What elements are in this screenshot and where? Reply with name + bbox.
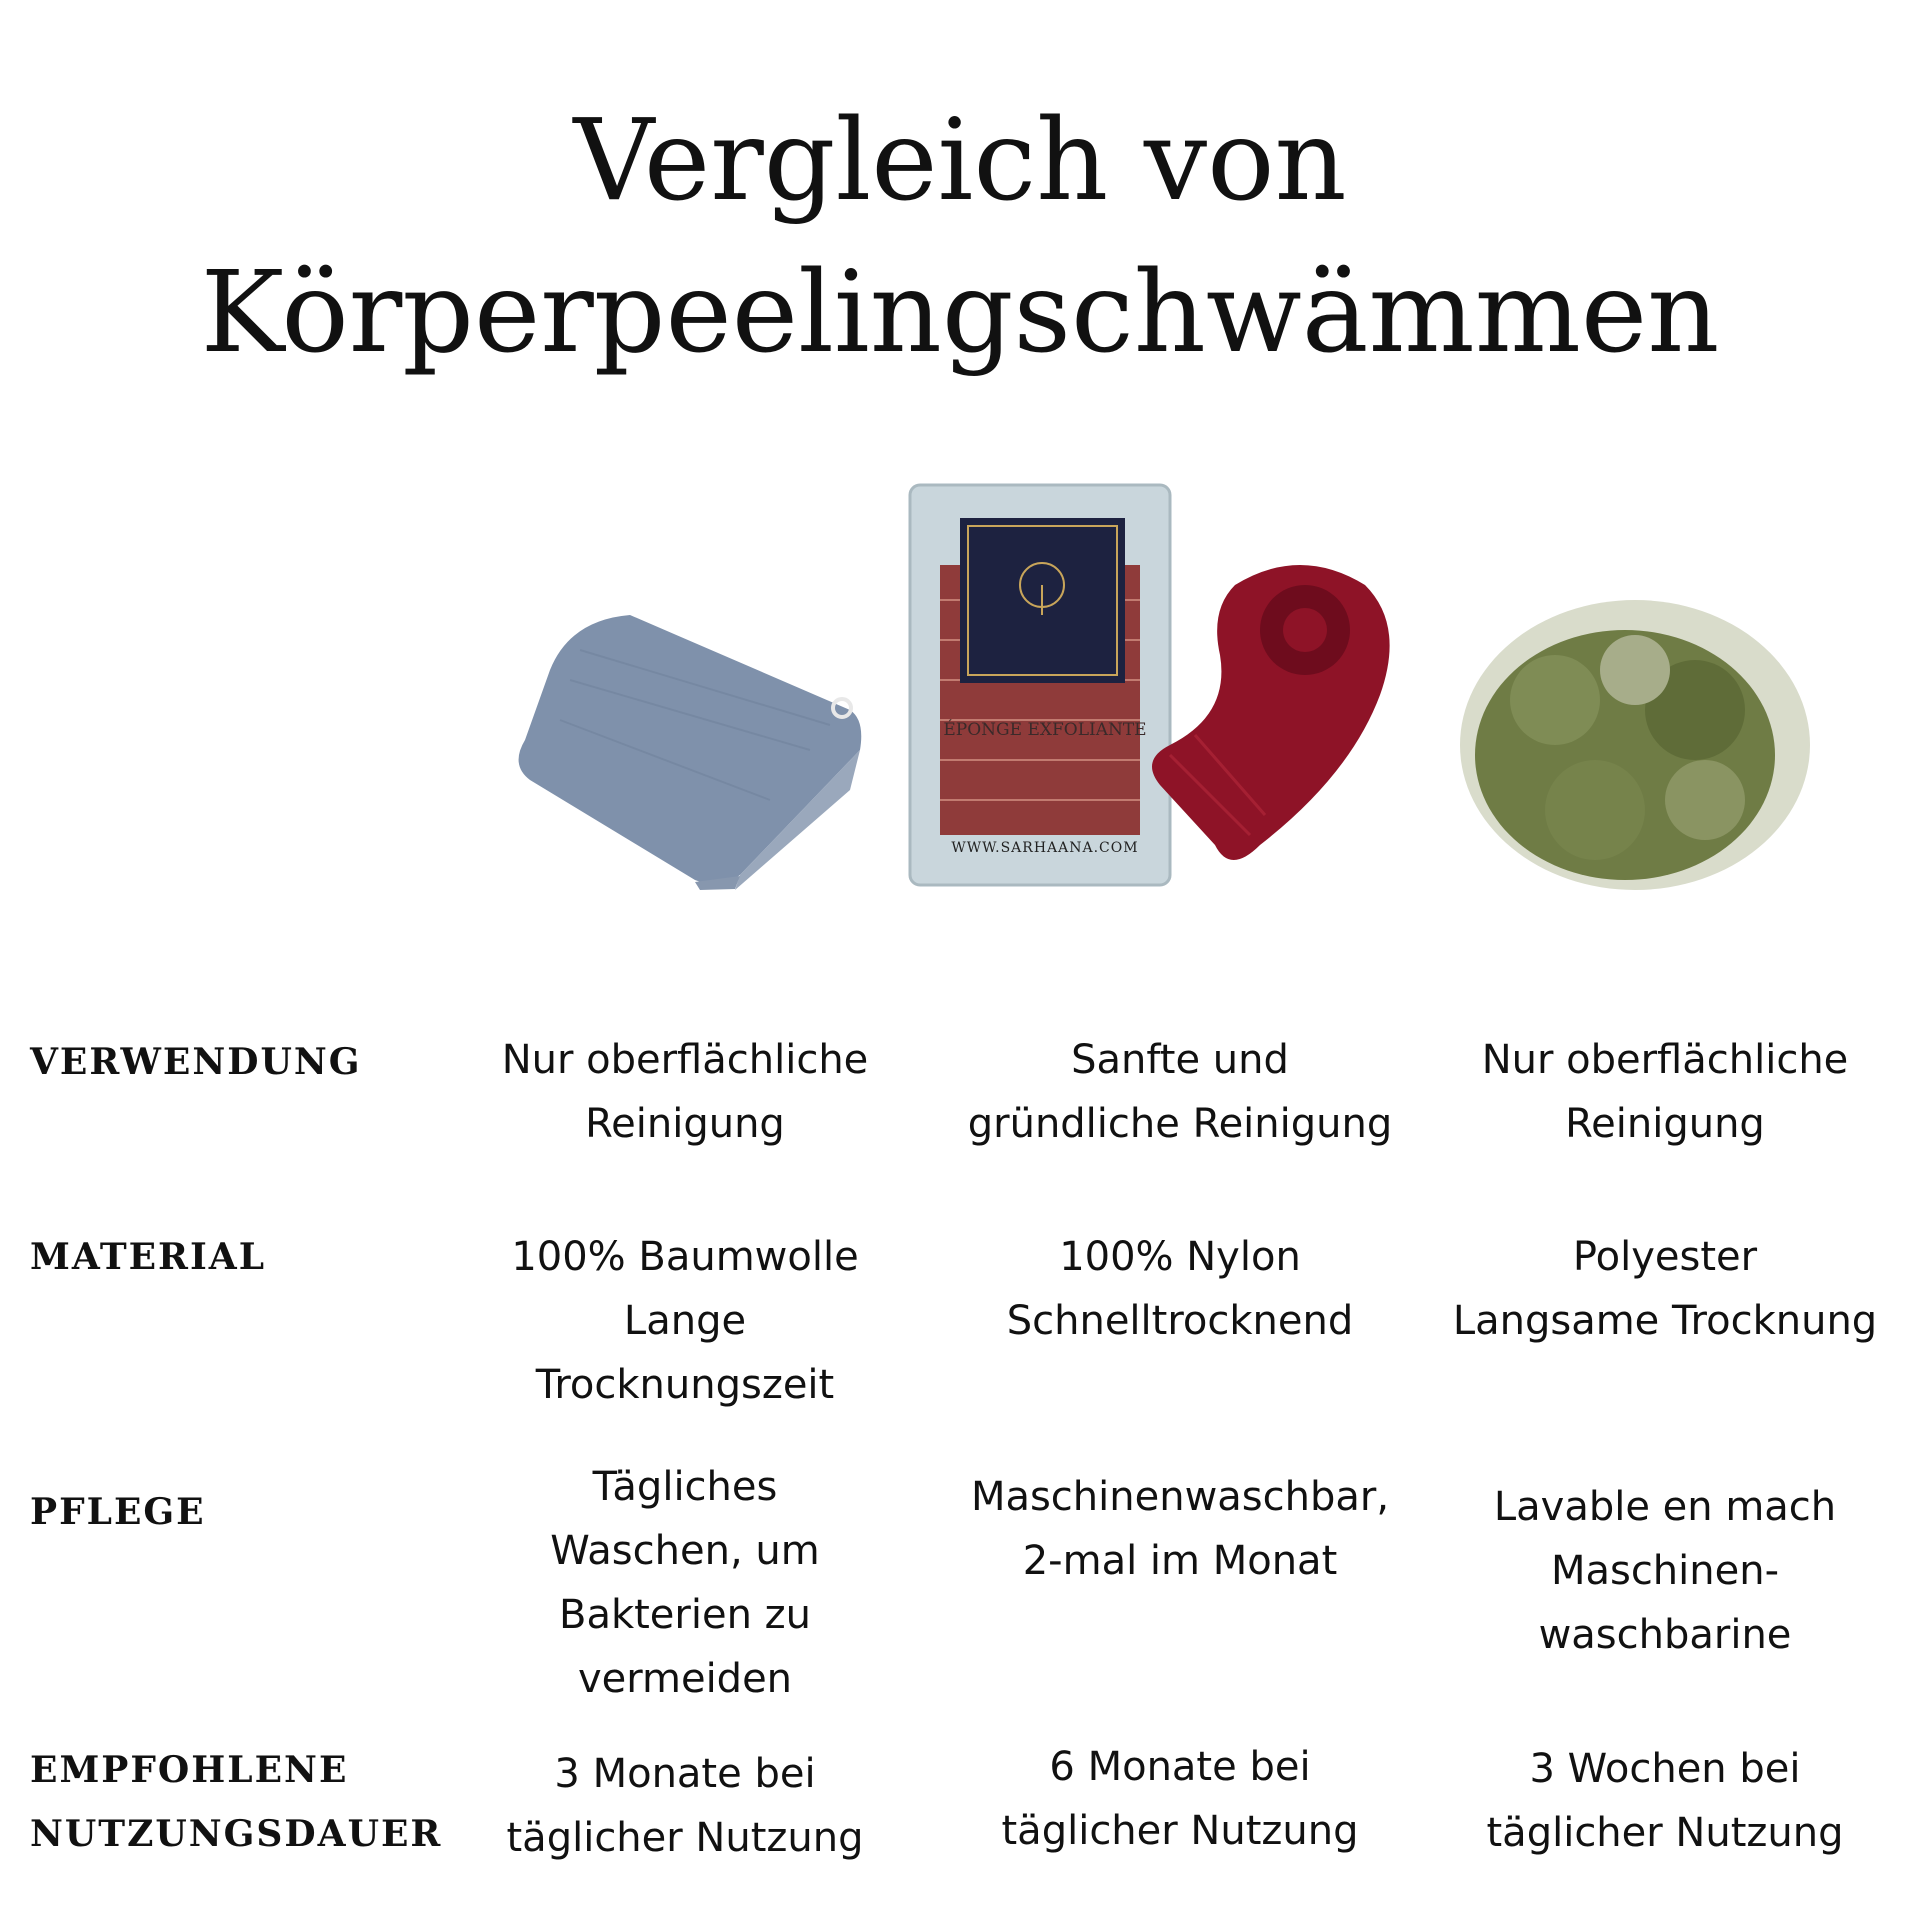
package-label: ÉPONGE EXFOLIANTE [943, 720, 1147, 740]
package-url: WWW.SARHAANA.COM [951, 840, 1139, 856]
cell-lifespan-mitt: 3 Monate bei täglicher Nutzung [506, 1751, 864, 1861]
row-label-lifespan-line-2: NUTZUNGSDAUER [30, 1813, 443, 1855]
cell-material-sponge: 100% Nylon Schnelltrocknend [1006, 1234, 1354, 1344]
cell-material-mitt: 100% Baumwolle Lange Trocknungszeit [511, 1234, 859, 1408]
row-label-usage: VERWENDUNG [30, 1041, 362, 1083]
cell-care-mitt: Tägliches Waschen, um Bakterien zu vermeiden [550, 1464, 820, 1702]
title-line-1: Vergleich von [573, 96, 1347, 226]
cell-usage-mitt: Nur oberflächliche Reinigung [501, 1037, 869, 1147]
row-label-care: PFLEGE [30, 1491, 206, 1533]
cell-material-pouf: Polyester Langsame Trocknung [1452, 1234, 1878, 1344]
row-label-material: MATERIAL [30, 1236, 267, 1278]
page-title [0, 85, 1920, 389]
rolled-red-sponge-image [1140, 545, 1405, 875]
row-label-lifespan-line-1: EMPFOHLENE [30, 1749, 349, 1791]
cell-care-pouf: Lavable en mach Maschinen- waschbarine [1493, 1484, 1837, 1658]
cell-usage-sponge: Sanfte und gründliche Reinigung [967, 1037, 1393, 1147]
cell-lifespan-pouf: 3 Wochen bei täglicher Nutzung [1486, 1746, 1844, 1856]
cell-lifespan-sponge: 6 Monate bei täglicher Nutzung [1001, 1744, 1359, 1854]
cell-care-sponge: Maschinenwaschbar, 2-mal im Monat [970, 1474, 1390, 1584]
row-label-lifespan [30, 1738, 442, 1866]
exfoliating-sponge-package-image [905, 480, 1175, 890]
bath-pouf-image [1445, 580, 1825, 910]
title-line-2: Körperpeelingschwämmen [200, 248, 1720, 378]
cell-usage-pouf: Nur oberflächliche Reinigung [1481, 1037, 1849, 1147]
washcloth-mitt-image [510, 600, 880, 890]
